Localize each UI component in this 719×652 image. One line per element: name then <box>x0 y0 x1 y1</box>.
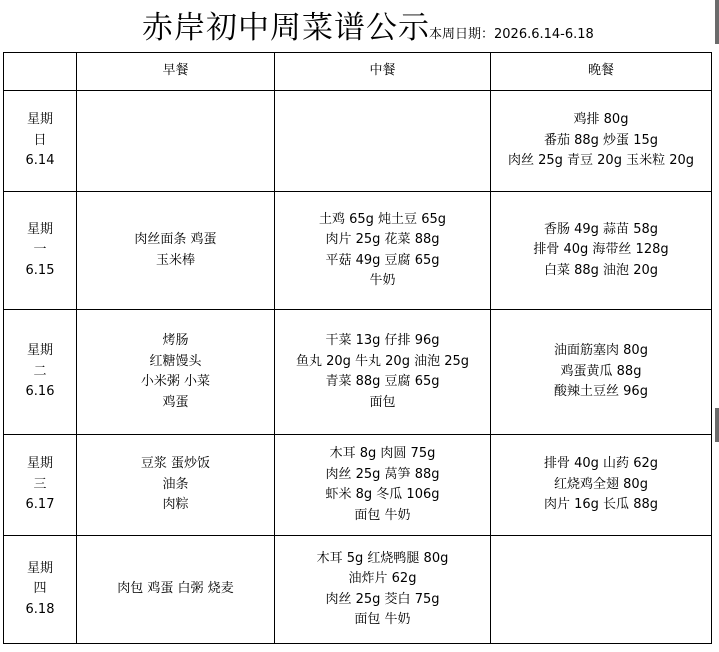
day-cell <box>4 192 77 310</box>
day-weekday: 二 <box>33 363 47 379</box>
lunch-item: 干菜 13g 仔排 96g <box>325 333 440 348</box>
lunch-item: 青菜 88g 豆腐 65g <box>325 374 440 389</box>
column-header-breakfast: 早餐 <box>77 53 275 91</box>
dinner-item: 鸡蛋黄瓜 88g <box>560 363 642 379</box>
day-name: 星期 <box>26 343 53 359</box>
lunch-cell <box>275 91 491 192</box>
lunch-item: 虾米 8g 冬瓜 106g <box>325 487 440 502</box>
day-cell <box>4 310 77 435</box>
table-row <box>4 310 712 435</box>
dinner-cell <box>491 536 712 644</box>
lunch-item: 肉丝 25g 莴笋 88g <box>325 466 440 482</box>
lunch-item: 面包 牛奶 <box>354 612 411 627</box>
column-header-dinner: 晚餐 <box>491 53 712 91</box>
document-header <box>0 0 719 52</box>
table-row <box>4 91 712 192</box>
lunch-item: 面包 <box>369 394 396 410</box>
lunch-item: 木耳 5g 红烧鸭腿 80g <box>316 550 449 566</box>
breakfast-item: 油条 <box>162 476 189 492</box>
day-weekday: 日 <box>33 132 47 148</box>
breakfast-cell <box>77 435 275 536</box>
table-header-row <box>4 53 712 91</box>
dinner-item: 排骨 40g 山药 62g <box>544 456 658 472</box>
day-weekday: 一 <box>33 242 47 258</box>
dinner-item: 酸辣土豆丝 96g <box>554 384 648 400</box>
table-row <box>4 435 712 536</box>
lunch-cell <box>275 536 491 644</box>
table-row <box>4 192 712 310</box>
dinner-item: 鸡排 80g <box>573 112 629 128</box>
window-edge-bar <box>715 0 719 44</box>
day-date: 6.14 <box>25 153 55 169</box>
dinner-item: 油面筋塞肉 80g <box>554 343 648 359</box>
dinner-cell <box>491 310 712 435</box>
day-cell <box>4 91 77 192</box>
day-weekday: 三 <box>33 476 47 492</box>
day-name: 星期 <box>26 456 53 472</box>
dinner-item: 排骨 40g 海带丝 128g <box>533 242 669 258</box>
lunch-item: 木耳 8g 肉圆 75g <box>329 446 436 461</box>
weekly-menu-table <box>3 52 712 644</box>
lunch-cell <box>275 435 491 536</box>
breakfast-cell <box>77 192 275 310</box>
breakfast-item: 小米粥 小菜 <box>140 374 211 389</box>
window-edge-bar-lower <box>715 408 719 442</box>
lunch-item: 油炸片 62g <box>348 571 417 586</box>
breakfast-item: 肉包 鸡蛋 白粥 烧麦 <box>117 581 234 597</box>
day-name: 星期 <box>26 560 53 576</box>
day-date: 6.17 <box>25 497 55 513</box>
lunch-item: 肉片 25g 花菜 88g <box>325 232 440 247</box>
breakfast-cell <box>77 91 275 192</box>
lunch-cell <box>275 310 491 435</box>
dinner-item: 香肠 49g 蒜苗 58g <box>544 221 658 237</box>
lunch-item: 牛奶 <box>369 273 396 288</box>
day-weekday: 四 <box>33 581 47 597</box>
breakfast-item: 玉米棒 <box>155 252 195 268</box>
dinner-cell <box>491 91 712 192</box>
breakfast-item: 鸡蛋 <box>162 394 189 410</box>
page-title: 赤岸初中周菜谱公示 <box>142 10 430 46</box>
breakfast-item: 烤肠 <box>162 333 189 348</box>
day-date: 6.18 <box>25 601 55 617</box>
dinner-item: 红烧鸡全翅 80g <box>554 476 648 492</box>
day-name: 星期 <box>26 112 53 128</box>
lunch-item: 土鸡 65g 炖土豆 65g <box>319 211 446 227</box>
lunch-item: 肉丝 25g 茭白 75g <box>325 591 440 607</box>
breakfast-item: 肉粽 <box>162 497 189 513</box>
lunch-item: 平菇 49g 豆腐 65g <box>325 252 440 268</box>
dinner-item: 番茄 88g 炒蛋 15g <box>544 132 658 148</box>
column-header-day <box>4 53 77 91</box>
breakfast-cell <box>77 536 275 644</box>
breakfast-item: 红糖馒头 <box>149 353 202 369</box>
dinner-cell <box>491 435 712 536</box>
lunch-item: 鱼丸 20g 牛丸 20g 油泡 25g <box>295 353 470 369</box>
day-name: 星期 <box>26 221 53 237</box>
menu-table-body <box>4 91 712 644</box>
day-date: 6.15 <box>25 262 55 278</box>
day-cell <box>4 536 77 644</box>
day-date: 6.16 <box>25 384 55 400</box>
dinner-cell <box>491 192 712 310</box>
week-date-label: 本周日期：2026.6.14-6.18 <box>429 27 594 42</box>
table-row <box>4 536 712 644</box>
dinner-item: 白菜 88g 油泡 20g <box>544 262 658 278</box>
dinner-item: 肉丝 25g 青豆 20g 玉米粒 20g <box>507 153 695 169</box>
breakfast-cell <box>77 310 275 435</box>
dinner-item: 肉片 16g 长瓜 88g <box>544 497 658 513</box>
column-header-lunch: 中餐 <box>275 53 491 91</box>
lunch-item: 面包 牛奶 <box>354 507 411 523</box>
lunch-cell <box>275 192 491 310</box>
breakfast-item: 肉丝面条 鸡蛋 <box>134 232 217 247</box>
breakfast-item: 豆浆 蛋炒饭 <box>140 456 211 472</box>
day-cell <box>4 435 77 536</box>
